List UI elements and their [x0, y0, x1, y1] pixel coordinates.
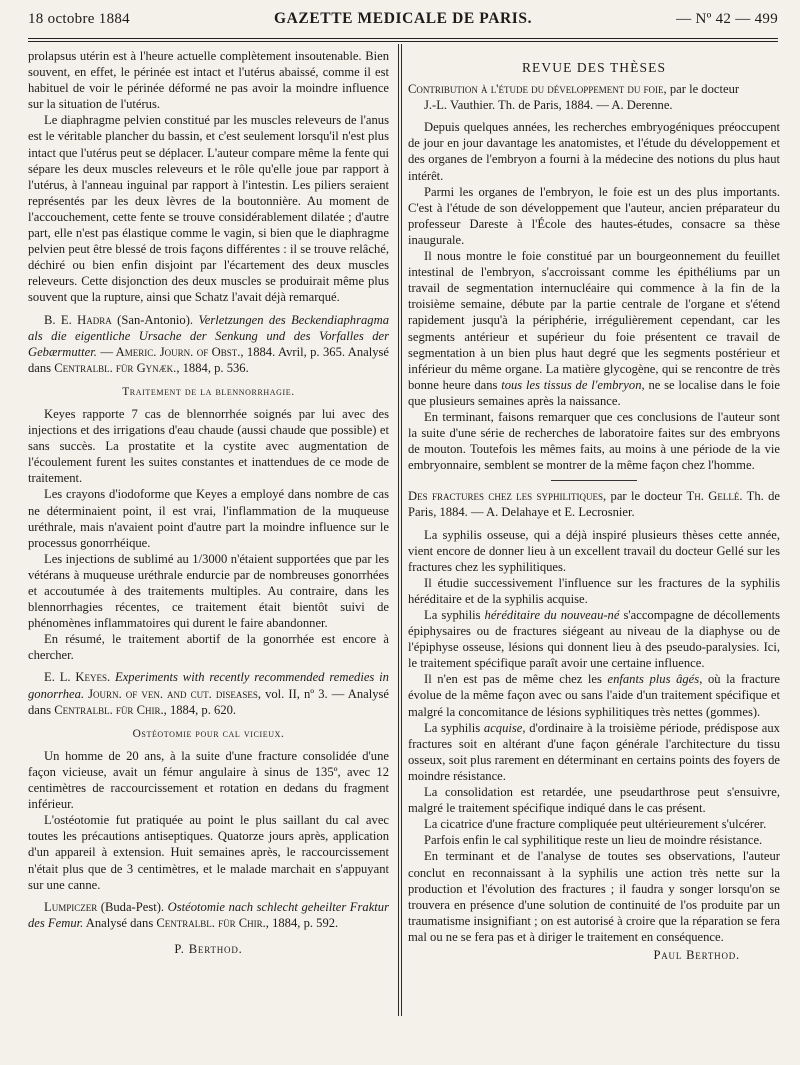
- ref-details: , 1884. Avril, p. 365. Analysé dans: [28, 344, 389, 375]
- left-paragraph-5: Les injections de sublimé au 1/3000 n'étaient supportées que par les vétérans à muqueuse uréthrale endurcie par de nombreuses gonorrhées et accoutumée à des traitements multiples. Au contraire, dans les blennorrhagies récentes, ce traitement était bientôt suivi de phénomènes inflammatoires qui durent le faire abandonner.: [28, 551, 389, 631]
- italic-segment: acquise: [483, 720, 523, 735]
- ref-source: Centralbl. für Chir.: [54, 702, 164, 717]
- column-divider: [398, 44, 399, 1016]
- ref-author: B. E. Hadra: [44, 312, 112, 327]
- right-signature: Paul Berthod.: [653, 947, 740, 962]
- ref-source: Centralbl. für Gynæk.: [54, 360, 177, 375]
- ref-details: , vol. II, nº 3. — Analysé dans: [28, 686, 389, 717]
- thesis-author-details: J.-L. Vauthier. Th. de Paris, 1884. — A. Derenne.: [424, 98, 673, 113]
- thesis-title: Contribution à l'étude du développement du foie,: [408, 82, 667, 97]
- ref-author: Lumpiczer: [44, 899, 98, 914]
- ref-title: Verletzungen des Beckendiaphragma als die eigentliche Ursache der Senkung und des Vorfalles der Gebærmutter.: [28, 312, 389, 359]
- text-segment: , ne se localise dans le foie que plusieurs semaines après la naissance.: [408, 377, 780, 408]
- thesis-author-intro: par le docteur: [606, 489, 687, 504]
- left-paragraph-8: L'ostéotomie fut pratiquée au point le plus saillant du cal avec toutes les précautions antiseptiques. Quatorze jours après, application d'un appareil à extension. Huit semaines après, le raccourcissement n'était plus que de 3 centimètres, et le malade marchait en s'appuyant sur une canne.: [28, 813, 389, 892]
- italic-segment: tous les tissus de l'embryon: [501, 377, 642, 392]
- italic-segment: héréditaire du nouveau-né: [484, 608, 620, 622]
- section-heading-blennorrhagie: Traitement de la blennorrhagie.: [122, 385, 295, 398]
- header-issue: — Nº 42 —: [676, 11, 751, 27]
- left-paragraph-4: Les crayons d'iodoforme que Keyes a employé dans nombre de cas ne déterminaient point, il est vrai, l'inflammation de la muqueuse uréthrale, mais n'avaient point d'autre part la moindre influence sur le processus gonorrhéique.: [28, 487, 389, 550]
- left-paragraph-7: Un homme de 20 ans, à la suite d'une fracture consolidée d'une façon vicieuse, avait un fémur angulaire à sinus de 135º, avec 12 centimètres de raccourcissement et rotation en dedans du fragment inférieur.: [28, 748, 389, 812]
- section-separator: [551, 480, 637, 481]
- left-paragraph-1: prolapsus utérin est à l'heure actuelle complètement insoutenable. Bien souvent, en effet, le périnée est intact et l'utérus abaissé, comme il est habituel de voir le périnée déformé ne pas avoir la moindre influence sur la situation de l'utérus.: [28, 49, 389, 112]
- right-paragraph-7: [408, 607, 780, 671]
- ref-pages: , 1884, p. 620.: [163, 702, 237, 717]
- text-segment: s'accompagne de décollements épiphysaires ou de fractures siégeant au niveau de la diaphyse ou de l'épiphyse osseuse, lésions qui donnent lieu à des pseudo-paralysies. Ici, le traitement spécifique paraît avoir une certaine influence.: [408, 608, 780, 671]
- text-segment: , d'ordinaire à la troisième période, prédispose aux fractures soit en altérant d'une façon générale l'architecture du tissu osseux, soit plus rarement en déterminant en certains points des foyers de moindre résistance.: [408, 720, 780, 783]
- right-paragraph-10: La consolidation est retardée, une pseudarthrose peut s'ensuivre, malgré le traitement spécifique indiqué dans le cas présent.: [408, 785, 780, 816]
- left-paragraph-2: Le diaphragme pelvien constitué par les muscles releveurs de l'anus est le véritable plancher du bassin, et c'est seulement lorsqu'il n'est plus intact que l'utérus peut se déplacer. L'auteur compare même la fente qui sépare les deux muscles releveurs et le rôle qu'elle joue par rapport à l'utérus, à l'anneau inguinal par rapport à l'intestin. Les piliers seraient représentés par les deux lèvres de la boutonnière. Au moment de l'accouchement, cette fente se trouve considérablement dilatée ; d'autre part, elle n'est pas élastique comme le vagin, si bien que le diaphragme pelvien peut être blessé de trois façons différentes : il se trouve relâché, déchiré ou bien enfin disjoint par l'écartement des deux muscles releveurs. Cette disjonction des deux muscles se produirait même plus souvent que la rupture, ainsi que Schatz l'avait déjà remarqué.: [28, 113, 389, 305]
- left-reference-3: [28, 899, 389, 931]
- right-paragraph-2: Parmi les organes de l'embryon, le foie est un des plus importants. C'est à l'étude de son développement que l'auteur, ancien préparateur du professeur Dareste à l'École des hautes-études, consacre sa thèse inaugurale.: [408, 184, 780, 247]
- column-divider-second: [401, 44, 402, 1016]
- left-paragraph-3: Keyes rapporte 7 cas de blennorrhée soignés par lui avec des injections et des irrigations d'eau chaude (aussi chaude que possible) et sans succès. La prostatite et la cystite avec augmentation de l'écoulement furent les suites constantes et inattendues de ce mode de traitement.: [28, 406, 389, 486]
- left-reference-1: [28, 312, 389, 376]
- ref-journal: — Americ. Journ. of Obst.: [96, 344, 241, 359]
- left-reference-2: [28, 669, 389, 717]
- right-paragraph-6: Il étudie successivement l'influence sur les fractures de la syphilis héréditaire et de la syphilis acquise.: [408, 575, 780, 606]
- header-date: 18 octobre 1884: [28, 11, 130, 27]
- ref-pages: , 1884, p. 536.: [176, 360, 249, 375]
- ref-title: Ostéotomie nach schlecht geheilter Fraktur des Femur.: [28, 899, 389, 930]
- thesis-heading-foie: [408, 81, 780, 113]
- right-paragraph-3: [408, 248, 780, 409]
- header-page-number: 499: [754, 11, 778, 27]
- left-column: [28, 48, 389, 957]
- thesis-heading-fractures: [408, 488, 780, 520]
- thesis-author: Th. Gellé: [686, 489, 740, 504]
- italic-segment: enfants plus âgés: [607, 672, 700, 687]
- right-paragraph-12: Parfois enfin le cal syphilitique reste un lieu de moindre résistance.: [424, 833, 763, 848]
- header-title: GAZETTE MEDICALE DE PARIS.: [273, 10, 533, 27]
- section-heading-revue-des-theses: REVUE DES THÈSES: [521, 60, 667, 75]
- ref-details: Analysé dans: [83, 915, 157, 930]
- section-heading-osteotomie: Ostéotomie pour cal vicieux.: [132, 727, 285, 740]
- right-paragraph-1: Depuis quelques années, les recherches embryogéniques préoccupent de jour en jour davantage les anatomistes, et l'étude du développement et des organes de l'embryon a fourni à la médecine des notions du plus haut intérêt.: [408, 120, 780, 183]
- ref-journal: Journ. of ven. and cut. diseases: [84, 686, 258, 701]
- text-segment: , où la fracture évolue de la même façon avec ou sans l'aide d'un traitement spécifique et malgré la concomitance de lésions syphilitiques très nettes (gommes).: [408, 672, 780, 719]
- thesis-author-intro: par le docteur: [666, 82, 740, 97]
- ref-source: Centralbl. für Chir.: [156, 915, 266, 930]
- text-segment: La syphilis: [424, 720, 484, 735]
- ref-place: (San-Antonio).: [111, 312, 199, 327]
- header-rule: [28, 38, 778, 42]
- right-paragraph-5: La syphilis osseuse, qui a déjà inspiré plusieurs thèses cette année, vient encore de donner lieu à un excellent travail du docteur Gellé sur les fractures chez les syphilitiques.: [408, 527, 780, 574]
- text-segment: Il n'en est pas de même chez les: [424, 672, 608, 687]
- ref-author: E. L. Keyes.: [44, 670, 111, 685]
- right-column: [408, 60, 780, 963]
- right-paragraph-13: En terminant et de l'analyse de toutes ses observations, l'auteur conclut en reconnaissant à la syphilis une action très nette sur la production et l'évolution des fractures ; il faudra y songer lorsqu'on se trouvera en présence d'une solution de continuité de l'os produite par un traumatisme insignifiant ; on est autorisé à croire que la réparation se fera mal ou ne se fera pas et à diriger le traitement en conséquence.: [408, 849, 780, 944]
- thesis-author-details: . Th. de Paris, 1884. — A. Delahaye et E. Lecrosnier.: [408, 489, 781, 520]
- header-issue-page: [676, 11, 778, 28]
- page-header: [28, 10, 778, 34]
- right-paragraph-9: [408, 720, 780, 784]
- left-paragraph-6: En résumé, le traitement abortif de la gonorrhée est encore à chercher.: [28, 632, 389, 663]
- right-paragraph-4: En terminant, faisons remarquer que ces conclusions de l'auteur sont la suite d'une série de recherches de laboratoire faites sur des embryons de mouton. Toutefois les mêmes faits, au moins à une période de la vie embryonnaire, semblent se montrer de la même façon chez l'homme.: [408, 409, 780, 473]
- thesis-title: Des fractures chez les syphilitiques,: [408, 489, 607, 504]
- ref-place: (Buda-Pest).: [97, 899, 168, 914]
- text-segment: Il nous montre le foie constitué par un bourgeonnement du feuillet intestinal de l'embryon, s'accroissant comme les épithéliums par un travail de segmentation internucléaire qui commence à la fin de la troisième semaine, débute par la partie centrale de l'organe et s'étend rapidement jusqu'à la périphérie, irrégulièrement cependant, car les segments antérieur et supérieur du foie présentent ce travail de segmentation à un bien plus haut degré que les segments postérieur et inférieur du même organe. La matière glycogène, qui se rencontre de très bonne heure dans: [408, 249, 780, 392]
- right-paragraph-11: La cicatrice d'une fracture compliquée peut ultérieurement s'ulcérer.: [424, 817, 767, 832]
- ref-pages: , 1884, p. 592.: [265, 915, 339, 930]
- text-segment: La syphilis: [424, 608, 485, 622]
- ref-title: Experiments with recently recommended remedies in gonorrhea.: [28, 670, 389, 701]
- right-paragraph-8: [408, 671, 780, 719]
- left-signature: P. Berthod.: [174, 941, 243, 956]
